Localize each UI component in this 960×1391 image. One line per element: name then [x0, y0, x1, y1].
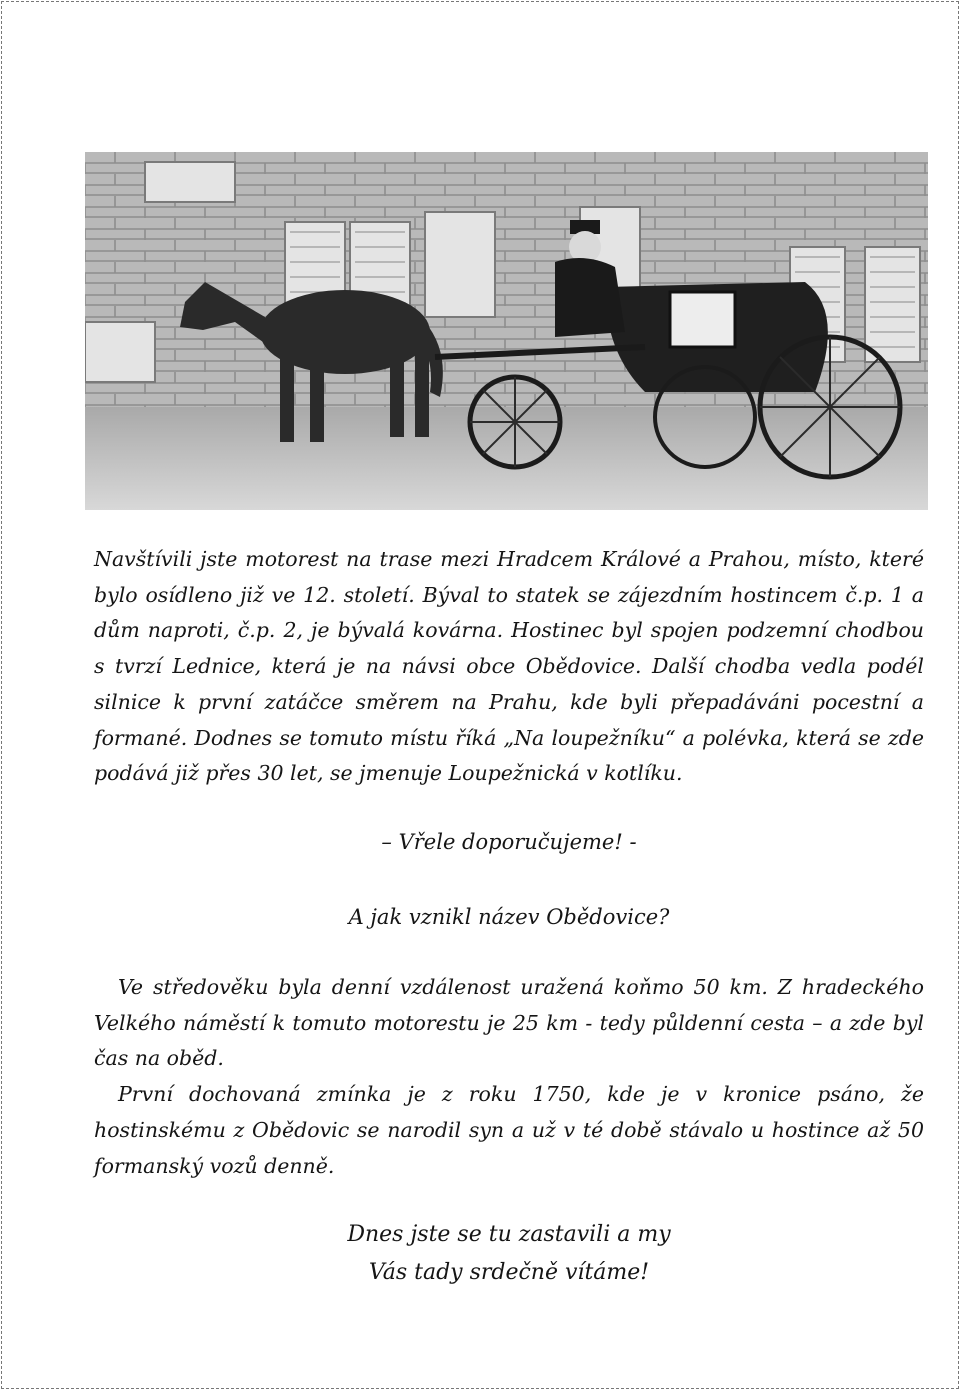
history-paragraph-1: Ve středověku byla denní vzdálenost uražená koňmo 50 km. Z hradeckého Velkého náměstí k tomuto motorestu je 25 km - tedy půldenní cesta – a zde byl čas na oběd. — [94, 975, 924, 1071]
horse-carriage-photo — [85, 152, 928, 510]
closing-line-1: Dnes jste se tu zastavili a my — [347, 1222, 671, 1247]
intro-section — [94, 542, 924, 792]
closing-greeting — [94, 1216, 924, 1292]
page — [1, 1, 959, 1389]
recommend-line: – Vřele doporučujeme! - — [381, 830, 637, 854]
closing-line-2: Vás tady srdečně vítáme! — [368, 1260, 650, 1285]
history-paragraph-2: První dochovaná zmínka je z roku 1750, kde je v kronice psáno, že hostinskému z Obědovic se narodil syn a už v té době stávalo u hostince až 50 formanský vozů denně. — [94, 1082, 924, 1178]
intro-paragraph: Navštívili jste motorest na trase mezi Hradcem Králové a Prahou, místo, které bylo osídleno již ve 12. století. Býval to statek se zájezdním hostincem č.p. 1 a dům naproti, č.p. 2, je bývalá kovárna. Hostinec byl spojen podzemní chodbou s tvrzí Lednice, která je na návsi obce Obědovice. Další chodba vedla podél silnice k první zatáčce směrem na Prahu, kde byli přepadáváni pocestní a formané. Dodnes se tomuto místu říká „Na loupežníku“ a polévka, která se zde podává již přes 30 let, se jmenuje Loupežnická v kotlíku. — [94, 547, 924, 786]
question-heading: A jak vznikl název Obědovice? — [348, 905, 670, 929]
history-section — [94, 970, 924, 1184]
photo-illustration — [85, 152, 928, 510]
